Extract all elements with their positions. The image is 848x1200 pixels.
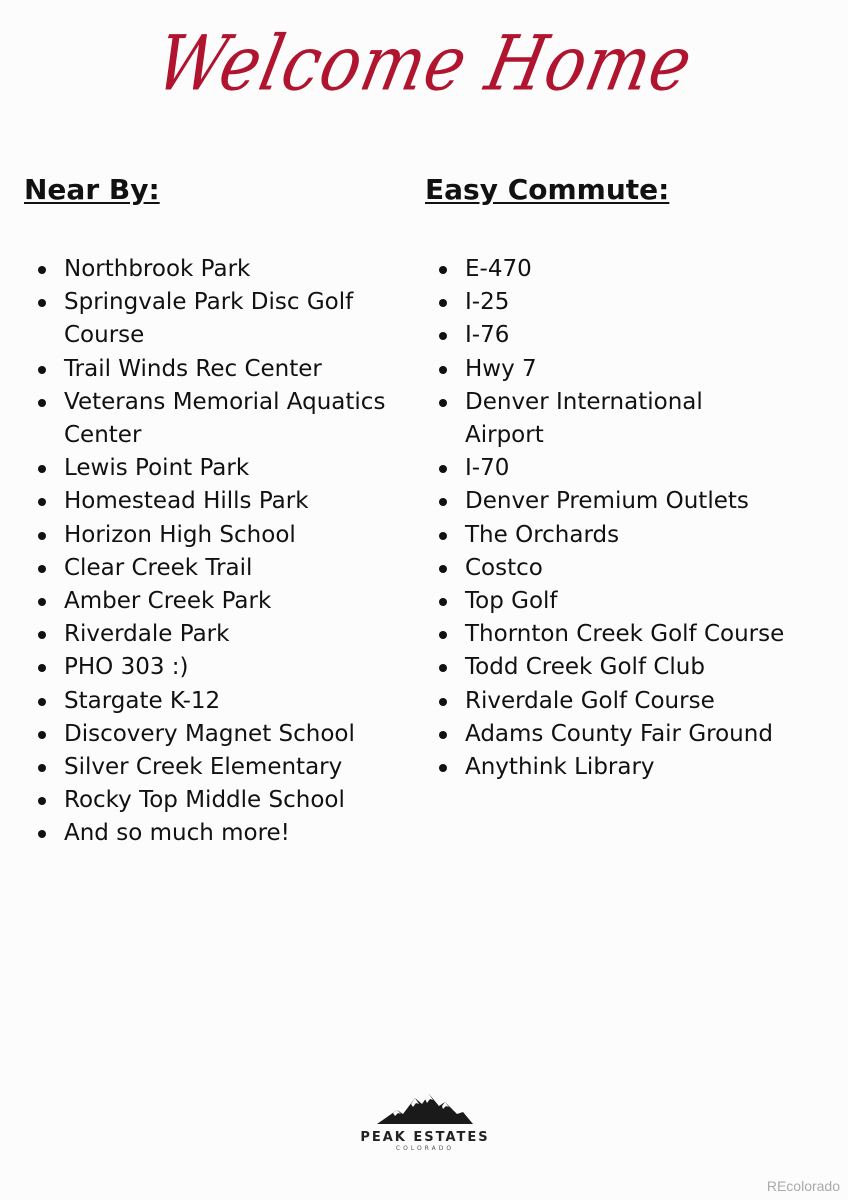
list-item: Springvale Park Disc Golf Course: [38, 286, 394, 352]
watermark: REcolorado: [766, 1178, 840, 1194]
bullet-icon: [439, 498, 447, 506]
near-by-list: [38, 253, 394, 851]
list-item: Riverdale Golf Course: [439, 685, 785, 718]
list-item: Top Golf: [439, 585, 785, 618]
bullet-icon: [38, 764, 46, 772]
list-item: Discovery Magnet School: [38, 718, 394, 751]
list-item: E-470: [439, 253, 785, 286]
list-item: Clear Creek Trail: [38, 552, 394, 585]
bullet-icon: [439, 532, 447, 540]
list-item: And so much more!: [38, 817, 394, 850]
bullet-icon: [38, 598, 46, 606]
bullet-icon: [38, 532, 46, 540]
page-title: Welcome Home: [148, 18, 700, 108]
bullet-icon: [38, 399, 46, 407]
list-item: Horizon High School: [38, 519, 394, 552]
bullet-icon: [439, 631, 447, 639]
list-item: Veterans Memorial Aquatics Center: [38, 386, 394, 452]
bullet-icon: [439, 299, 447, 307]
list-item: I-76: [439, 319, 785, 352]
list-item: I-25: [439, 286, 785, 319]
list-item: Hwy 7: [439, 353, 785, 386]
peak-estates-logo: [340, 1090, 510, 1160]
list-item: Stargate K-12: [38, 685, 394, 718]
bullet-icon: [38, 731, 46, 739]
bullet-icon: [38, 498, 46, 506]
easy-commute-heading: Easy Commute:: [425, 173, 670, 206]
logo-name: PEAK ESTATES: [360, 1130, 490, 1145]
bullet-icon: [439, 565, 447, 573]
list-item: Todd Creek Golf Club: [439, 651, 785, 684]
easy-commute-list: [439, 253, 785, 784]
near-by-heading: Near By:: [24, 173, 160, 206]
bullet-icon: [439, 764, 447, 772]
bullet-icon: [439, 399, 447, 407]
bullet-icon: [38, 631, 46, 639]
list-item: Amber Creek Park: [38, 585, 394, 618]
bullet-icon: [38, 465, 46, 473]
list-item: The Orchards: [439, 519, 785, 552]
list-item: Thornton Creek Golf Course: [439, 618, 785, 651]
list-item: I-70: [439, 452, 785, 485]
near-by-column: [24, 170, 414, 847]
bullet-icon: [439, 266, 447, 274]
bullet-icon: [38, 565, 46, 573]
bullet-icon: [38, 830, 46, 838]
list-item: Northbrook Park: [38, 253, 394, 286]
list-item: Homestead Hills Park: [38, 485, 394, 518]
list-item: Riverdale Park: [38, 618, 394, 651]
bullet-icon: [38, 366, 46, 374]
bullet-icon: [38, 266, 46, 274]
list-item: Adams County Fair Ground: [439, 718, 785, 751]
list-item: Costco: [439, 552, 785, 585]
list-item: Lewis Point Park: [38, 452, 394, 485]
bullet-icon: [38, 664, 46, 672]
bullet-icon: [38, 299, 46, 307]
list-item: Denver Premium Outlets: [439, 485, 785, 518]
bullet-icon: [439, 731, 447, 739]
bullet-icon: [439, 332, 447, 340]
bullet-icon: [38, 797, 46, 805]
list-item: PHO 303 :): [38, 651, 394, 684]
list-item: Anythink Library: [439, 751, 785, 784]
bullet-icon: [439, 664, 447, 672]
list-item: Rocky Top Middle School: [38, 784, 394, 817]
title-banner: [0, 8, 848, 118]
bullet-icon: [38, 698, 46, 706]
bullet-icon: [439, 698, 447, 706]
list-item: Silver Creek Elementary: [38, 751, 394, 784]
bullet-icon: [439, 366, 447, 374]
bullet-icon: [439, 598, 447, 606]
easy-commute-column: [425, 170, 825, 781]
list-item: Trail Winds Rec Center: [38, 353, 394, 386]
bullet-icon: [439, 465, 447, 473]
list-item: Denver International Airport: [439, 386, 785, 452]
mountain-icon: [375, 1090, 475, 1126]
logo-subtitle: COLORADO: [395, 1145, 455, 1152]
